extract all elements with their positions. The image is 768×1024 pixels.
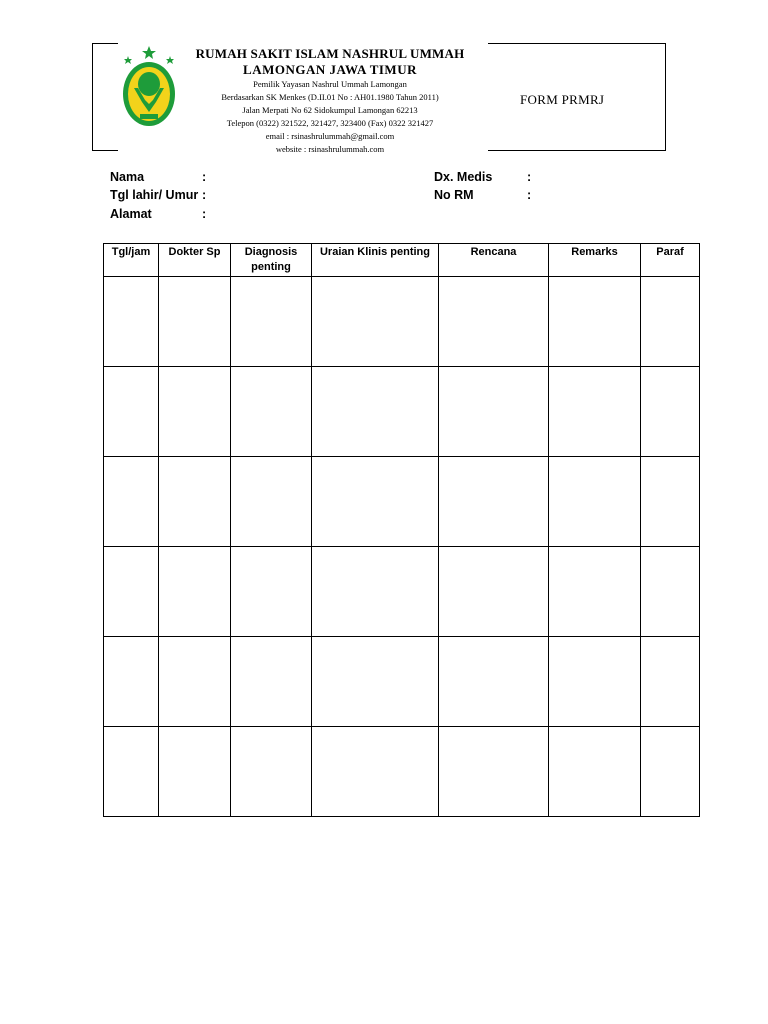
col-header-dokter-sp: Dokter Sp: [159, 244, 231, 277]
cell[interactable]: [641, 457, 700, 547]
cell[interactable]: [231, 457, 312, 547]
cell[interactable]: [159, 277, 231, 367]
field-tgl-lahir-colon: :: [202, 188, 207, 202]
cell[interactable]: [231, 637, 312, 727]
hospital-owner: Pemilik Yayasan Nashrul Ummah Lamongan: [253, 79, 407, 89]
cell[interactable]: [439, 727, 549, 817]
field-alamat-colon: :: [202, 207, 207, 221]
cell[interactable]: [104, 637, 159, 727]
table-row: [104, 547, 700, 637]
cell[interactable]: [159, 637, 231, 727]
cell[interactable]: [312, 457, 439, 547]
prmrj-table: [103, 243, 700, 817]
cell[interactable]: [159, 547, 231, 637]
col-header-diagnosis: Diagnosis penting: [231, 244, 312, 277]
col-header-uraian-klinis: Uraian Klinis penting: [312, 244, 439, 277]
cell[interactable]: [312, 727, 439, 817]
cell[interactable]: [439, 367, 549, 457]
table-row: [104, 727, 700, 817]
hospital-name: RUMAH SAKIT ISLAM NASHRUL UMMAH: [195, 46, 465, 61]
cell[interactable]: [159, 457, 231, 547]
cell[interactable]: [439, 547, 549, 637]
field-no-rm-label: No RM: [434, 188, 474, 202]
table-row: [104, 277, 700, 367]
col-header-tgl-jam: Tgl/jam: [104, 244, 159, 277]
field-no-rm-colon: :: [527, 188, 532, 202]
col-header-rencana: Rencana: [439, 244, 549, 277]
cell[interactable]: [104, 457, 159, 547]
col-header-remarks: Remarks: [549, 244, 641, 277]
cell[interactable]: [312, 277, 439, 367]
field-nama-colon: :: [202, 170, 207, 184]
form-title: FORM PRMRJ: [520, 92, 605, 107]
cell[interactable]: [549, 547, 641, 637]
hospital-website: website : rsinashrulummah.com: [275, 144, 385, 154]
hospital-decree: Berdasarkan SK Menkes (D.II.01 No : AH01.1980 Tahun 2011): [221, 92, 439, 102]
field-dx-medis-colon: :: [527, 170, 532, 184]
cell[interactable]: [104, 277, 159, 367]
cell[interactable]: [549, 457, 641, 547]
cell[interactable]: [641, 367, 700, 457]
cell[interactable]: [549, 277, 641, 367]
cell[interactable]: [641, 637, 700, 727]
cell[interactable]: [104, 367, 159, 457]
cell[interactable]: [641, 727, 700, 817]
cell[interactable]: [231, 277, 312, 367]
field-nama-label: Nama: [110, 170, 145, 184]
table-row: [104, 457, 700, 547]
cell[interactable]: [231, 727, 312, 817]
cell[interactable]: [549, 727, 641, 817]
cell[interactable]: [549, 367, 641, 457]
cell[interactable]: [159, 367, 231, 457]
table-row: [104, 367, 700, 457]
hospital-logo-icon: [120, 44, 178, 130]
field-tgl-lahir-label: Tgl lahir/ Umur: [110, 188, 199, 202]
col-header-paraf: Paraf: [641, 244, 700, 277]
cell[interactable]: [549, 637, 641, 727]
table-header-row: [104, 244, 700, 277]
hospital-address: Jalan Merpati No 62 Sidokumpul Lamongan 62213: [242, 105, 418, 115]
cell[interactable]: [231, 547, 312, 637]
cell[interactable]: [439, 277, 549, 367]
hospital-email: email : rsinashrulummah@gmail.com: [265, 131, 395, 141]
cell[interactable]: [641, 277, 700, 367]
table-row: [104, 637, 700, 727]
cell[interactable]: [104, 727, 159, 817]
cell[interactable]: [439, 637, 549, 727]
cell[interactable]: [641, 547, 700, 637]
field-dx-medis-label: Dx. Medis: [434, 170, 493, 184]
cell[interactable]: [231, 367, 312, 457]
cell[interactable]: [312, 547, 439, 637]
cell[interactable]: [159, 727, 231, 817]
hospital-phone: Telepon (0322) 321522, 321427, 323400 (Fax) 0322 321427: [226, 118, 434, 128]
cell[interactable]: [104, 547, 159, 637]
field-alamat-label: Alamat: [110, 207, 152, 221]
table-body: [104, 277, 700, 817]
cell[interactable]: [312, 367, 439, 457]
cell[interactable]: [312, 637, 439, 727]
hospital-city: LAMONGAN JAWA TIMUR: [243, 62, 417, 77]
hospital-letterhead: [190, 46, 470, 156]
cell[interactable]: [439, 457, 549, 547]
